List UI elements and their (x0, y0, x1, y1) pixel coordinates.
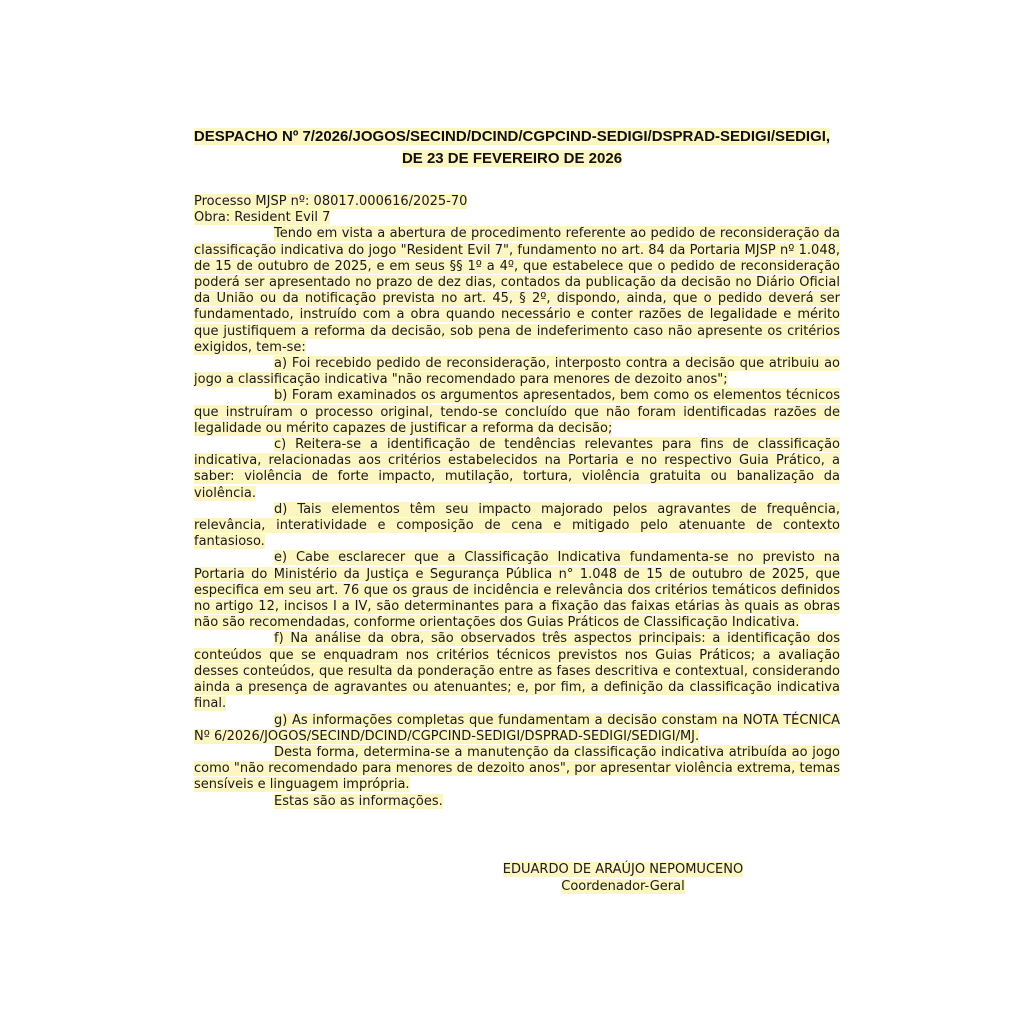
item-b-paragraph: b) Foram examinados os argumentos apresentados, bem como os elementos técnicos que instruíram o processo original, tendo-se concluído que não foram identificadas razões de legalidade ou mérito capazes de justificar a reforma da decisão; (194, 388, 840, 436)
signature-block (484, 862, 762, 895)
document-title (150, 126, 874, 170)
closing-paragraph: Estas são as informações. (274, 793, 443, 809)
signature-name: EDUARDO DE ARAÚJO NEPOMUCENO (502, 862, 744, 877)
process-number: Processo MJSP nº: 08017.000616/2025-70 (194, 194, 468, 209)
document-body (194, 194, 840, 810)
item-g-paragraph: g) As informações completas que fundamentam a decisão constam na NOTA TÉCNICA Nº 6/2026/JOGOS/SECIND/DCIND/CGPCIND-SEDIGI/DSPRAD-SEDIGI/SEDIGI/MJ. (194, 712, 840, 744)
title-line-2: DE 23 DE FEVEREIRO DE 2026 (401, 150, 623, 167)
title-line-1: DESPACHO Nº 7/2026/JOGOS/SECIND/DCIND/CGPCIND-SEDIGI/DSPRAD-SEDIGI/SEDIGI, (193, 128, 831, 145)
conclusion-paragraph: Desta forma, determina-se a manutenção da classificação indicativa atribuída ao jogo como "não recomendado para menores de dezoito anos", por apresentar violência extrema, temas sensíveis e linguagem imprópria. (194, 744, 840, 793)
work-title: Obra: Resident Evil 7 (194, 210, 331, 226)
item-a-paragraph: a) Foi recebido pedido de reconsideração, interposto contra a decisão que atribuiu ao jogo a classificação indicativa "não recomendado para menores de dezoito anos"; (194, 356, 840, 388)
signature-role: Coordenador-Geral (561, 878, 685, 894)
item-e-paragraph: e) Cabe esclarecer que a Classificação Indicativa fundamenta-se no previsto na Portaria do Ministério da Justiça e Segurança Pública n° 1.048 de 15 de outubro de 2025, que especifica em seu art. 76 que os graus de incidência e relevância dos critérios temáticos definidos no artigo 12, incisos I a IV, são determinantes para a fixação das faixas etárias às quais as obras não são recomendadas, conforme orientações dos Guias Práticos de Classificação Indicativa. (194, 550, 840, 631)
intro-paragraph: Tendo em vista a abertura de procedimento referente ao pedido de reconsideração da classificação indicativa do jogo "Resident Evil 7", fundamento no art. 84 da Portaria MJSP nº 1.048, de 15 de outubro de 2025, e em seus §§ 1º a 4º, que estabelece que o pedido de reconsideração poderá ser apresentado no prazo de dez dias, contados da publicação da decisão no Diário Oficial da União ou da notificação prevista no art. 45, § 2º, dispondo, ainda, que o pedido deverá ser fundamentado, instruído com a obra quando necessário e conter razões de legalidade e mérito que justifiquem a reforma da decisão, sob pena de indeferimento caso não apresente os critérios exigidos, tem-se: (194, 226, 840, 355)
item-d-paragraph: d) Tais elementos têm seu impacto majorado pelos agravantes de frequência, relevância, interatividade e composição de cena e mitigado pelo atenuante de contexto fantasioso. (194, 501, 840, 550)
item-c-paragraph: c) Reitera-se a identificação de tendências relevantes para fins de classificação indicativa, relacionadas aos critérios estabelecidos na Portaria e no respectivo Guia Prático, a saber: violência de forte impacto, mutilação, tortura, violência gratuita ou banalização da violência. (194, 437, 840, 501)
item-f-paragraph: f) Na análise da obra, são observados três aspectos principais: a identificação dos conteúdos que se enquadram nos critérios técnicos previstos nos Guias Práticos; a avaliação desses conteúdos, que resulta da ponderação entre as fases descritiva e contextual, considerando ainda a presença de agravantes ou atenuantes; e, por fim, a definição da classificação indicativa final. (194, 631, 840, 712)
